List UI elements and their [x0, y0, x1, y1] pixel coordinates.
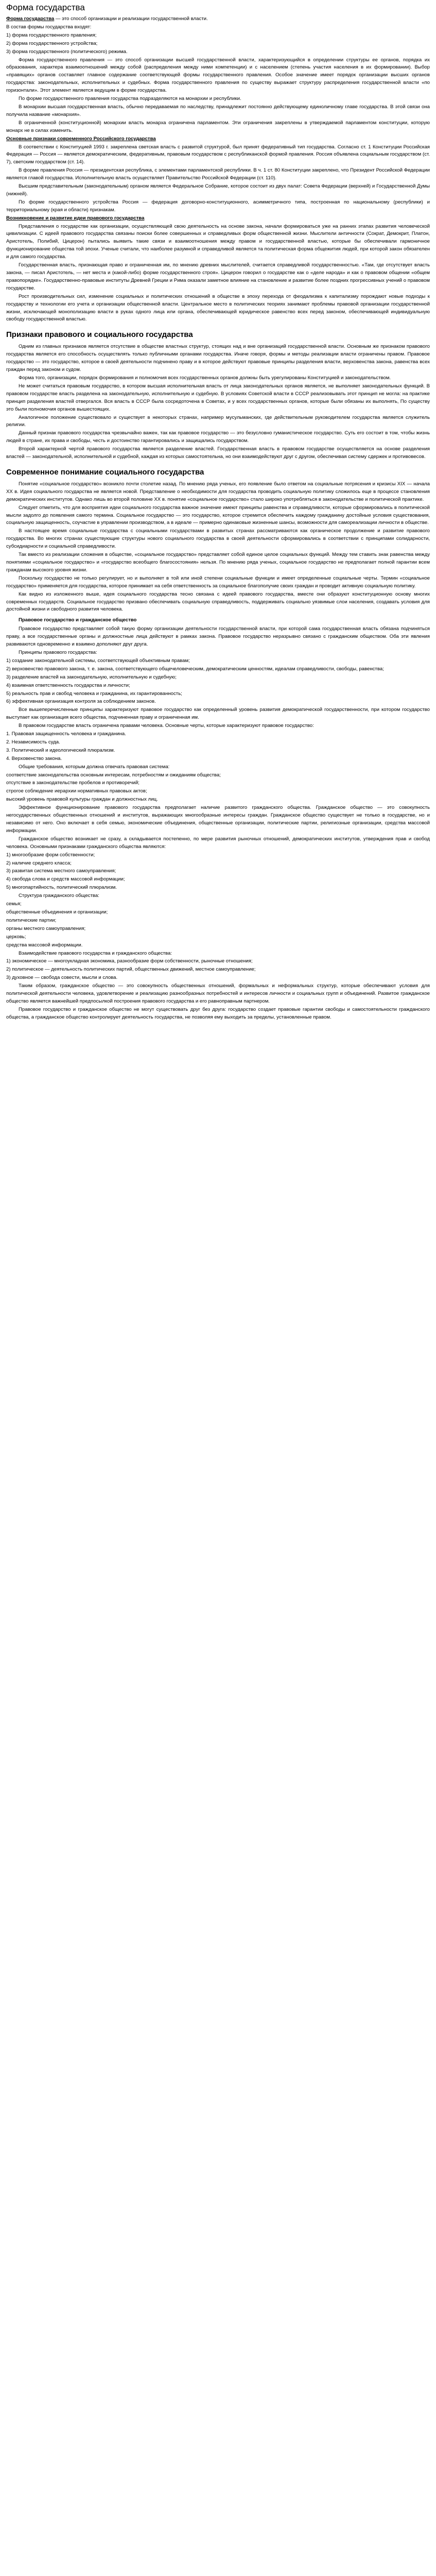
section-heading: Признаки правового и социального государства [6, 330, 193, 340]
paragraph-text: В настоящее время социальные государства с социальными государствами в развитых странах рассматриваются как органическое продолжение и развитие правового государства. Во многих странах существующие структуры нового социального государства в своей деятельности сформировались в соответствии с принципами солидарности, субсидиарности и социальной справедливости. [6, 528, 430, 550]
paragraph-text: 6) эффективная организация контроля за соблюдением законов. [6, 699, 156, 705]
paragraph-text: строгое соблюдение иерархии нормативных правовых актов; [6, 788, 147, 794]
paragraph [6, 223, 430, 262]
paragraph-text: общественные объединения и организации; [6, 909, 108, 915]
paragraph [6, 666, 430, 673]
paragraph [6, 876, 430, 884]
paragraph [6, 901, 430, 908]
paragraph [6, 32, 430, 40]
paragraph [6, 430, 430, 445]
paragraph [6, 293, 430, 324]
paragraph [6, 690, 430, 698]
paragraph [6, 167, 430, 182]
paragraph [6, 860, 430, 868]
paragraph-text: соответствие законодательства основным интересам, потребностям и ожиданиям общества; [6, 772, 221, 778]
paragraph-text: Следует отметить, что для восприятия идеи социального государства важное значение имеют принципы равенства и справедливости, которые сформировались в политической мысли задолго до появления самого термина. Социальное государство — это государство, которое стремится обеспечить каждому гражданину достойные условия существования, социальную защищенность, соучастие в управлении производством, а в идеале — примерно одинаковые жизненные шансы, возможности для самореализации личности в обществе. [6, 504, 430, 526]
paragraph-text: 1. Правовая защищенность человека и гражданина. [6, 731, 126, 737]
paragraph [6, 917, 430, 925]
page-title: Форма государства [6, 3, 85, 12]
paragraph [6, 481, 430, 504]
paragraph [6, 95, 430, 103]
paragraph-text: Все вышеперечисленные принципы характеризуют правовое государство как определенный уровень развития демократической государственности, при котором государство выступает как организация всего общества, подчиненная праву и ограниченная им. [6, 707, 430, 721]
paragraph [6, 215, 430, 223]
paragraph [6, 674, 430, 682]
paragraph [6, 909, 430, 917]
paragraph [6, 343, 430, 374]
paragraph [6, 57, 430, 95]
paragraph [6, 528, 430, 551]
paragraph-text: 1) форма государственного правления; [6, 32, 97, 38]
paragraph-text: высокий уровень правовой культуры граждан и должностных лиц. [6, 796, 158, 803]
paragraph [6, 739, 430, 747]
paragraph-text: семья; [6, 901, 22, 907]
paragraph [6, 925, 430, 933]
paragraph [6, 706, 430, 722]
paragraph-text: Взаимодействие правового государства и гражданского общества: [19, 950, 172, 956]
paragraph-text: Как видно из изложенного выше, идея социального государства тесно связана с идеей правового государства, вместе они образуют конституционную основу многих современных государств. Социальное государство призвано обеспечивать социальную справедливость, поддерживать социально уязвимые слои населения, создавать условия для достойной жизни и свободного развития человека. [6, 591, 430, 613]
section-heading: Современное понимание социального государства [6, 467, 204, 477]
paragraph [6, 942, 430, 950]
paragraph-text: отсутствие в законодательстве пробелов и противоречий; [6, 780, 139, 786]
paragraph [6, 868, 430, 875]
paragraph [6, 414, 430, 430]
paragraph-text: 5) многопартийность, политический плюрализм. [6, 885, 117, 891]
paragraph [6, 934, 430, 941]
paragraph-lead: Форма государства [6, 16, 55, 22]
paragraph-text: Так вместо из реализации сложения в обществе, «социальное государство» представляет собой единое целое социальных функций. Между тем ставить знак равенства между понятиями «социальное государство» и «государство всеобщего благосостояния» нельзя. По мнению ряда ученых, социальное государство не предполагает полной гарантии всем гражданам высокого уровня жизни. [6, 552, 430, 573]
paragraph-text: средства массовой информации. [6, 942, 83, 948]
paragraph-text: 2) верховенство правового закона, т. е. закона, соответствующего общечеловеческим, демократическим ценностям, идеалам справедливости, свободы, равенства; [6, 666, 384, 672]
paragraph-text: Правовое государство представляет собой такую форму организации деятельности государственной власти, при которой сама государственная власть обязана подчиняться праву, а все государственные органы и должностные лица действуют в рамках закона. Правовое государство неразрывно связано с гражданским обществом. Оба эти явления развиваются одновременно и взаимно дополняют друг друга. [6, 626, 430, 648]
paragraph-text: Представления о государстве как организации, осуществляющей свою деятельность на основе закона, начали формироваться уже на ранних этапах развития человеческой цивилизации. С идеей правового государства связаны поиски более совершенных и справедливых форм общественной жизни. Мыслители античности (Сократ, Демокрит, Платон, Аристотель, Полибий, Цицерон) пытались выявить такие связи и взаимоотношения между правом и государственной властью, которые бы обеспечивали гармоничное функционирование общества той эпохи. Ученые считали, что наиболее разумной и справедливой является та политическая форма общежития людей, при которой закон обязателен и для самого государства. [6, 223, 430, 260]
paragraph [6, 48, 430, 56]
paragraph-text: В форме правления Россия — президентская республика, с элементами парламентской республики. В ч. 1 ст. 80 Конституции закреплено, что Президент Российской Федерации является главой государства. Исполнительную власть осуществляет Правительство Российской Федерации (ст. 110). [6, 167, 430, 181]
paragraph [6, 144, 430, 167]
paragraph-text: Данный признак правового государства чрезвычайно важен, так как правовое государство — это безусловно гуманистическое государство. Суть его состоит в том, чтобы жизнь людей в стране, их права и свободы, честь и достоинство гарантировались и защищались государством. [6, 430, 430, 444]
paragraph [6, 788, 430, 795]
paragraph [6, 591, 430, 614]
paragraph-text: 5) реальность прав и свобод человека и гражданина, их гарантированность; [6, 690, 182, 697]
paragraph [6, 764, 430, 771]
paragraph-text: 3. Политический и идеологический плюрализм. [6, 747, 115, 753]
paragraph-text: 4. Верховенство закона. [6, 755, 62, 761]
paragraph [6, 852, 430, 859]
paragraph [6, 884, 430, 892]
paragraph [6, 1006, 430, 1022]
paragraph-text: В монархии высшая государственная власть, обычно передаваемая по наследству, принадлежит постоянно действующему единоличному главе государства. В этой связи она получила название «монархия». [6, 104, 430, 117]
paragraph-text: По форме государственного устройства Россия — федерация договорно-конституционного, асимметричного типа, построенная по национальному (республики) и территориальному (края и области) признакам. [6, 199, 430, 213]
paragraph [6, 120, 430, 135]
paragraph [6, 836, 430, 851]
paragraph [6, 974, 430, 982]
paragraph [6, 15, 430, 23]
paragraph [6, 772, 430, 779]
paragraph-text: 4) свобода слова и средств массовой информации; [6, 876, 125, 883]
paragraph-text: Общие требования, которым должна отвечать правовая система: [19, 764, 170, 770]
paragraph-text: Одним из главных признаков является отсутствие в обществе властных структур, стоящих над и вне организаций государственной власти. Основным же признаком правового государства является его способность осуществлять только публичными органами государства. Иначе говоря, формы и методы реализации власти ограничены правом. Правовое государство — это государство, которое в своей деятельности подчинено праву и в которое действуют правовые принципы разделения власти, верховенства закона, равенства всех граждан перед законом и судом. [6, 344, 430, 373]
paragraph [6, 504, 430, 528]
paragraph-text: 2) наличие среднего класса; [6, 860, 72, 866]
paragraph-text: 3) разделение властей на законодательную, исполнительную и судебную; [6, 674, 177, 680]
paragraph [6, 982, 430, 1006]
paragraph-text: Эффективное функционирование правового государства предполагает наличие развитого гражданского общества. Гражданское общество — это совокупность негосударственных общественных отношений и институтов, выражающих многообразные интересы граждан. Гражданское общество существует не только в государстве, но и независимо от него. Оно включает в себя семью, экономические объединения, общественные организации, политические партии, религиозные организации, средства массовой информации. [6, 805, 430, 834]
section-subheading: Правовое государство и гражданское общество [19, 617, 137, 623]
paragraph-lead: Возникновение и развитие идеи правового государства [6, 215, 145, 221]
paragraph-text: Второй характерной чертой правового государства является разделение властей. Государственная власть в правовом государстве осуществляется на основе разделения властей — законодательной, исполнительной и судебной, каждая из которых самостоятельна, но они взаимодействуют друг с другом, обеспечивая систему сдержек и противовесов. [6, 446, 430, 460]
paragraph-text: Государственная власть, признающая право и ограниченная им, по мнению древних мыслителей, считается справедливой государственностью. «Там, где отсутствует власть закона, — писал Аристотель, — нет места и (какой-либо) форме государственного строя». Цицерон говорил о государстве как о «деле народа» и как о правовом общении «общем правопорядке». Государственно-правовые институты Древней Греции и Рима оказали заметное влияние на становление и развитие более поздних прогрессивных учений о правовом государстве. [6, 262, 430, 291]
paragraph-text: Понятие «социальное государство» возникло почти столетие назад. По мнению ряда ученых, его появление было ответом на социальные потрясения и кризисы XIX — начала XX в. Идея социального государства не является новой. Представление о необходимости для государства проводить социальную политику сложилось еще в процессе становления демократических институтов. Однако лишь во второй половине XX в. понятие «социальное государство» стало широко употребляться в законодательстве и политической практике. [6, 481, 430, 502]
paragraph-text: 1) многообразие форм собственности; [6, 852, 95, 858]
paragraph-text: 2) форма государственного устройства; [6, 40, 98, 46]
paragraph [6, 698, 430, 706]
paragraph-text: 1) создание законодательной системы, соответствующей объективным правам; [6, 657, 190, 664]
paragraph-lead: Основные признаки современного Российского государства [6, 135, 156, 142]
paragraph [6, 24, 430, 31]
paragraph-text: Таким образом, гражданское общество — это совокупность общественных отношений, формальных и неформальных структур, которые обеспечивают условия для политической деятельности человека, удовлетворение и реализацию разнообразных потребностей и интересов личности и социальных групп и объединений. Развитое гражданское общество является важнейшей предпосылкой построения правового государства и его равноправным партнером. [6, 983, 430, 1004]
paragraph-text: В правовом государстве власть ограничена правами человека. Основные черты, которые характеризуют правовое государство: [19, 723, 314, 729]
paragraph-text: 2) политическое — деятельность политических партий, общественных движений, местное самоуправление; [6, 967, 256, 973]
paragraph [6, 755, 430, 763]
paragraph [6, 575, 430, 590]
paragraph [6, 958, 430, 965]
paragraph [6, 950, 430, 958]
paragraph-text: Аналогичное положение существовало и существует в некоторых странах, например мусульманских, где действительным руководителем государства является служитель религии. [6, 414, 430, 428]
paragraph [6, 796, 430, 804]
paragraph [6, 625, 430, 649]
paragraph [6, 657, 430, 665]
paragraph-text: 3) духовное — свобода совести, мысли и слова. [6, 975, 118, 981]
paragraph-text: Структура гражданского общества: [19, 893, 99, 899]
paragraph [6, 731, 430, 738]
paragraph-text: церковь; [6, 934, 26, 940]
paragraph-text: Высшим представительным (законодательным) органом является Федеральное Собрание, которое состоит из двух палат: Совета Федерации (верхней) и Государственной Думы (нижней). [6, 183, 430, 197]
paragraph-text: 4) взаимная ответственность государства и личности; [6, 682, 130, 688]
document-body [6, 15, 430, 1022]
paragraph [6, 722, 430, 730]
paragraph-text: В ограниченной (конституционной) монархии власть монарха ограничена парламентом. Эти ограничения закреплены в утверждаемой парламентом конституции, которую монарх не в силах изменить. [6, 120, 430, 133]
paragraph-text: Принципы правового государства: [19, 649, 97, 655]
paragraph-text: Правовое государство и гражданское общество не могут существовать друг без друга: государство создает правовые гарантии свободы и самостоятельности гражданского общества, а гражданское общество контролирует деятельность государства, не позволяя ему выходить за пределы, установленные правом. [6, 1006, 430, 1020]
paragraph-text: 3) развитая система местного самоуправления; [6, 868, 116, 874]
paragraph [6, 966, 430, 974]
paragraph-text: 3) форма государственного (политического) режима. [6, 48, 128, 55]
paragraph-text: 2. Независимость суда. [6, 739, 60, 745]
paragraph [6, 446, 430, 461]
paragraph [6, 747, 430, 755]
paragraph [6, 682, 430, 690]
paragraph [6, 375, 430, 382]
paragraph-text: органы местного самоуправления; [6, 925, 86, 931]
paragraph [6, 779, 430, 787]
paragraph-text: В состав формы государства входят: [6, 24, 92, 30]
paragraph-text: Рост производительных сил, изменение социальных и политических отношений в обществе в эпоху перехода от феодализма к капитализму порождают новые подходы к государству и технологии его учета и организации общественной власти. Центральное место в политических теориях занимают проблемы правовой организации государственной жизни, исключающей монополизацию власти в руках одного лица или органа, обеспечивающей юридическое равенство всех перед законом, обеспечивающей индивидуальную свободу государственной властью. [6, 293, 430, 323]
paragraph-text: Форма того, организации, порядок формирования и полномочия всех государственных органов должны быть урегулированы Конституцией и законодательством. [19, 375, 391, 381]
paragraph-text: По форме государственного правления государства подразделяются на монархии и республики. [19, 96, 241, 102]
paragraph-text: — это способ организации и реализации государственной власти. [54, 16, 208, 22]
paragraph-text: Гражданское общество возникает не сразу, а складывается постепенно, по мере развития рыночных отношений, демократических институтов, утверждения прав и свобод человека. Основными признаками гражданского общества являются: [6, 836, 430, 850]
paragraph [6, 262, 430, 293]
paragraph-text: В соответствии с Конституцией 1993 г. закреплена светская власть с развитой структурой, был принят федеративный тип государства. Согласно ст. 1 Конституции Российская Федерация — Россия — является демократическим, федеративным, правовым государством с республиканской формой правления. Россия объявлена социальным государством (ст. 7), светским государством (ст. 14). [6, 144, 430, 165]
paragraph-text: 1) экономическое — многоукладная экономика, разнообразие форм собственности, рыночные отношения; [6, 958, 253, 964]
paragraph [6, 104, 430, 119]
paragraph [6, 383, 430, 414]
paragraph [6, 199, 430, 214]
paragraph-text: Форма государственного правления — это способ организации высшей государственной власти, характеризующийся в определении структуры ее органов, порядка их образования, характера взаимоотношений между собой (распределения между ними компетенции) и с населением (степень участия населения в их формировании). Выбор «правящих» органов составляет главное содержание соответствующей формы государственного правления. Особое значение имеет порядок организации высших органов государства: законодательных, исполнительных и судебных. Форма государственного правления по существу выражает структуру распределения государственной власти «по горизонтали». Этот элемент является ведущим в форме государства. [6, 57, 430, 94]
paragraph-text: политические партии; [6, 917, 57, 923]
paragraph [6, 183, 430, 198]
paragraph-text: Не может считаться правовым государство, в котором высшая исполнительная власть от лица законодательных органов является, не выполняет законодательных функций. В правовом государстве власть разделена на законодательную, исполнительную и судебную. В условиях Советской власти в СССР реализовывать этот принцип не могла: на практике принцип разделения властей отвергался. Вся власть в СССР была сосредоточена в Советах, и у всех государственных органов, которые были обязаны их выполнять, По существу это были полномочия органов вышестоящих. [6, 383, 430, 412]
paragraph [6, 649, 430, 657]
paragraph [6, 804, 430, 835]
paragraph [6, 135, 430, 143]
paragraph [6, 892, 430, 900]
paragraph [6, 40, 430, 48]
document [0, 0, 436, 1032]
paragraph [6, 551, 430, 574]
paragraph-text: Поскольку государство не только регулирует, но и выполняет в той или иной степени социальные функции и имеет определенные социальные черты. Термин «социальное государство» применяется для государства, которое принимает на себя ответственность за социальное благополучие своих граждан и проводит активную социальную политику. [6, 575, 430, 589]
